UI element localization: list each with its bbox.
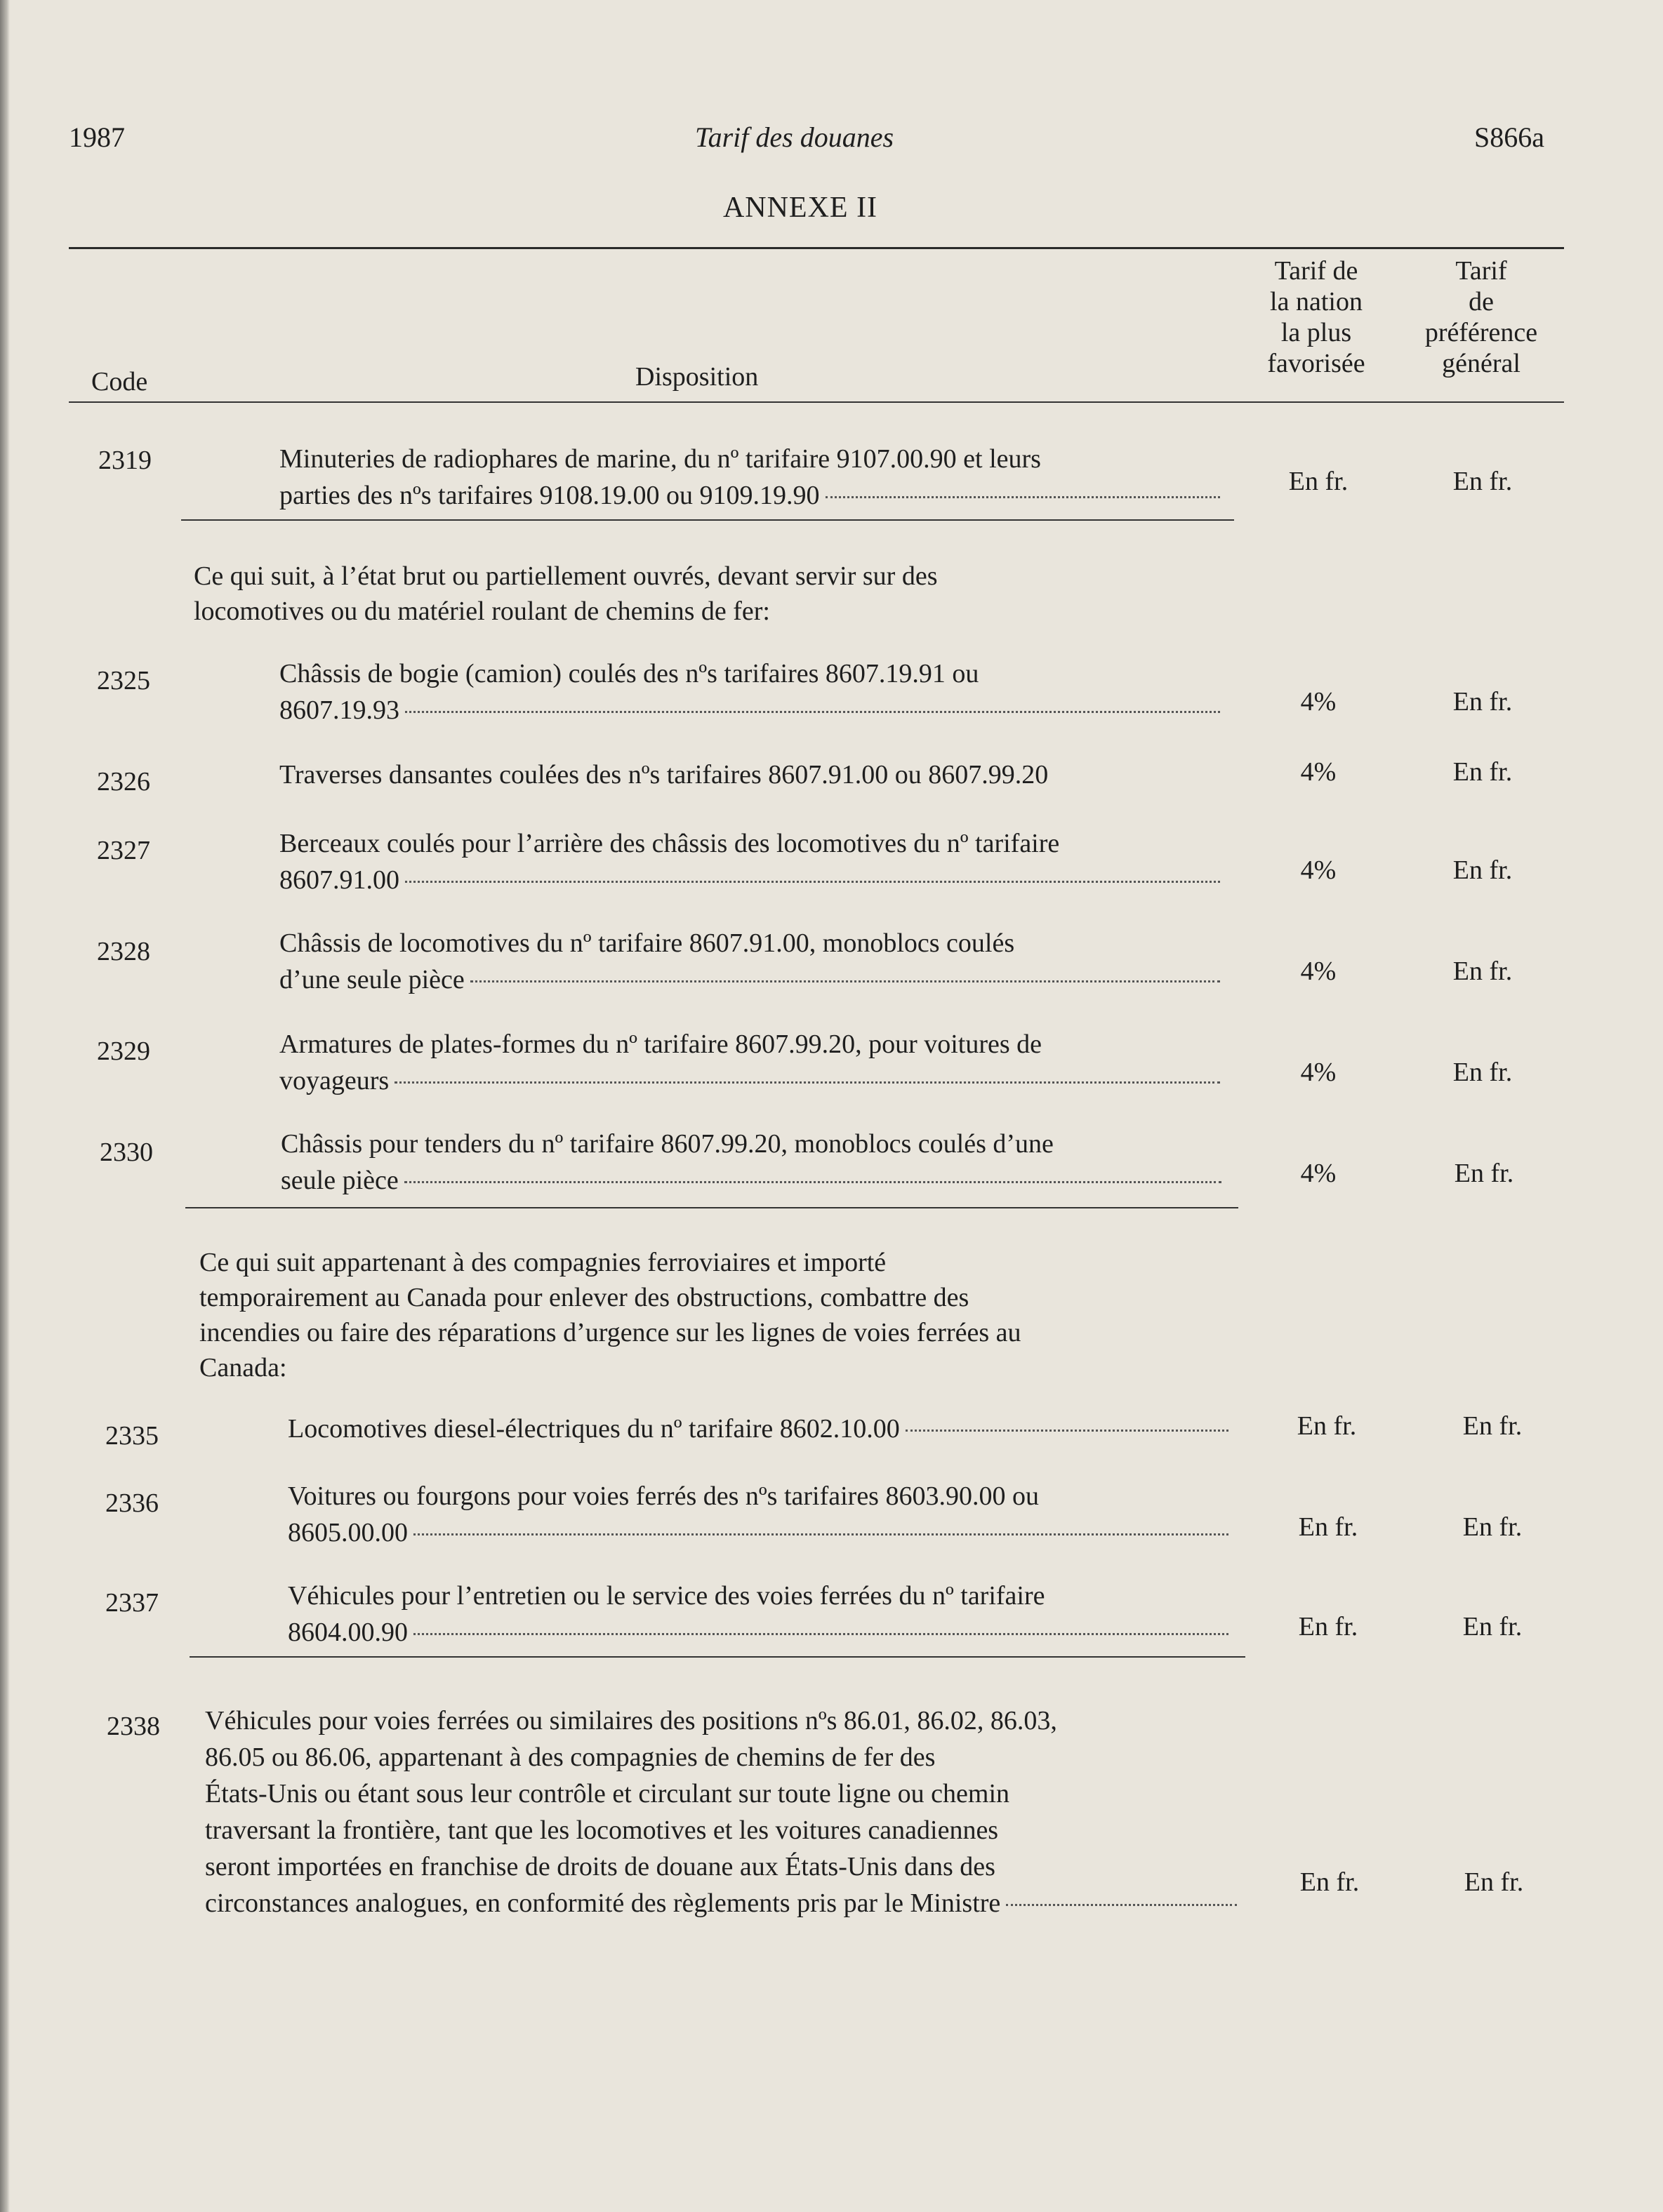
column-heading-mfn [1235,255,1397,379]
section-rule [181,519,1234,521]
description-line: d’une seule pièce [279,965,465,994]
description-line-with-leader [279,961,1220,998]
rate-gpt: En fr. [1452,1058,1513,1087]
column-heading-gpt-line: de [1469,287,1494,317]
rate-mfn: 4% [1300,1058,1337,1087]
tariff-code: 2326 [97,767,150,797]
tariff-description [279,441,1220,514]
rate-mfn: En fr. [1297,1411,1357,1441]
description-line: Châssis pour tenders du nº tarifaire 8607.99.20, monoblocs coulés d’une [281,1129,1054,1159]
dot-leader [405,881,1220,883]
description-line: Locomotives diesel-électriques du nº tarifaire 8602.10.00 [288,1414,900,1444]
column-heading-gpt-line: général [1442,349,1520,378]
dot-leader [404,1181,1221,1183]
tariff-description [279,825,1220,898]
tariff-code: 2337 [105,1588,159,1618]
header-year: 1987 [69,121,125,153]
rate-mfn: 4% [1300,687,1337,717]
description-line: seule pièce [281,1166,399,1195]
rate-mfn: 4% [1300,1159,1337,1188]
description-line: 8607.19.93 [279,695,399,725]
column-heading-gpt-line: préférence [1424,318,1538,347]
column-heading-mfn-line: la nation [1270,287,1363,317]
dot-leader [826,496,1220,498]
tariff-code: 2328 [97,937,150,966]
description-line-with-leader [288,1411,1228,1447]
rate-mfn: 4% [1300,957,1337,986]
description-line: Minuteries de radiophares de marine, du nº tarifaire 9107.00.90 et leurs [279,444,1041,474]
tariff-description [288,1411,1228,1447]
intro-line: temporairement au Canada pour enlever des obstructions, combattre des [199,1283,969,1312]
tariff-description [279,1026,1220,1099]
intro-line: Ce qui suit appartenant à des compagnies ferroviaires et importé [199,1248,887,1277]
tariff-code: 2327 [97,836,150,865]
description-line-with-leader [279,477,1220,514]
section-rule [190,1656,1245,1658]
column-heading-gpt [1397,255,1565,379]
tariff-code: 2335 [105,1421,159,1451]
intro-line: locomotives ou du matériel roulant de chemins de fer: [194,597,770,626]
rate-mfn: En fr. [1298,1612,1358,1641]
rate-gpt: En fr. [1452,467,1513,496]
rate-gpt: En fr. [1462,1411,1523,1441]
tariff-code: 2336 [105,1488,159,1518]
table-top-rule [69,247,1564,249]
tariff-code: 2319 [98,446,152,475]
dot-leader [906,1430,1228,1432]
section-intro [199,1245,1294,1385]
description-line-with-leader [279,692,1220,728]
description-line: Voitures ou fourgons pour voies ferrés des nºs tarifaires 8603.90.00 ou [288,1481,1039,1511]
tariff-code: 2330 [100,1138,153,1167]
tariff-description [205,1703,1237,1921]
description-line: voyageurs [279,1066,390,1095]
tariff-code: 2325 [97,666,150,695]
intro-line: Canada: [199,1353,287,1382]
rate-gpt: En fr. [1462,1612,1523,1641]
tariff-code: 2329 [97,1037,150,1066]
rate-mfn: 4% [1300,855,1337,885]
column-heading-gpt-line: Tarif [1455,256,1507,286]
description-line-with-leader [281,1162,1221,1199]
dot-leader [405,711,1220,713]
description-line-with-leader [205,1885,1237,1921]
rate-gpt: En fr. [1452,687,1513,717]
rate-gpt: En fr. [1452,855,1513,885]
section-rule [185,1207,1238,1208]
rate-gpt: En fr. [1454,1159,1514,1188]
description-line: seront importées en franchise de droits de douane aux États-Unis dans des [205,1852,995,1881]
description-line: États-Unis ou étant sous leur contrôle et circulant sur toute ligne ou chemin [205,1779,1010,1808]
column-heading-mfn-line: Tarif de [1274,256,1358,286]
description-line: 86.05 ou 86.06, appartenant à des compagnies de chemins de fer des [205,1743,936,1772]
dot-leader [470,980,1220,982]
dot-leader [413,1533,1228,1535]
rate-gpt: En fr. [1452,957,1513,986]
column-heading-disposition: Disposition [635,362,759,392]
description-line: 8607.91.00 [279,865,399,895]
description-line: Véhicules pour l’entretien ou le service des voies ferrées du nº tarifaire [288,1581,1045,1611]
rate-gpt: En fr. [1452,757,1513,787]
description-line: Armatures de plates-formes du nº tarifaire 8607.99.20, pour voitures de [279,1030,1042,1059]
description-line: 8604.00.90 [288,1618,408,1647]
description-line-with-leader [279,862,1220,898]
rate-mfn: En fr. [1288,467,1349,496]
tariff-description [279,655,1220,728]
intro-line: incendies ou faire des réparations d’urgence sur les lignes de voies ferrées au [199,1318,1021,1347]
page-edge-shadow [0,0,10,2212]
tariff-code: 2338 [107,1712,160,1741]
description-line: Véhicules pour voies ferrées ou similaires des positions nºs 86.01, 86.02, 86.03, [205,1706,1057,1735]
header-page-ref: S866a [1474,121,1544,153]
description-line-with-leader [288,1614,1228,1651]
header-bottom-rule [69,401,1564,403]
description-line: Châssis de bogie (camion) coulés des nºs tarifaires 8607.19.91 ou [279,659,979,688]
tariff-description [288,1478,1228,1551]
description-line-with-leader [279,1062,1220,1099]
tariff-description [281,1126,1221,1199]
rate-mfn: En fr. [1299,1867,1360,1897]
rate-gpt: En fr. [1462,1512,1523,1542]
description-line: circonstances analogues, en conformité des règlements pris par le Ministre [205,1888,1001,1918]
header-title: Tarif des douanes [695,121,894,153]
column-heading-mfn-line: la plus [1280,318,1352,347]
dot-leader [395,1081,1220,1084]
description-line: 8605.00.00 [288,1518,408,1547]
rate-mfn: En fr. [1298,1512,1358,1542]
dot-leader [413,1633,1228,1635]
tariff-description [279,757,1220,793]
annex-title: ANNEXE II [722,192,878,224]
description-line: traversant la frontière, tant que les locomotives et les voitures canadiennes [205,1815,999,1845]
column-heading-mfn-line: favorisée [1267,349,1365,378]
rate-mfn: 4% [1300,757,1337,787]
tariff-description [288,1578,1228,1651]
tariff-description [279,925,1220,998]
intro-line: Ce qui suit, à l’état brut ou partiellement ouvrés, devant servir sur des [194,561,938,591]
rate-gpt: En fr. [1464,1867,1524,1897]
column-heading-code: Code [91,367,148,397]
description-line: Châssis de locomotives du nº tarifaire 8607.91.00, monoblocs coulés [279,928,1015,958]
section-intro [194,559,1247,629]
description-line-with-leader [288,1514,1228,1551]
description-line: parties des nºs tarifaires 9108.19.00 ou 9109.19.90 [279,481,820,510]
dot-leader [1006,1904,1237,1906]
description-line: Traverses dansantes coulées des nºs tarifaires 8607.91.00 ou 8607.99.20 [279,760,1049,789]
description-line: Berceaux coulés pour l’arrière des châssis des locomotives du nº tarifaire [279,829,1060,858]
